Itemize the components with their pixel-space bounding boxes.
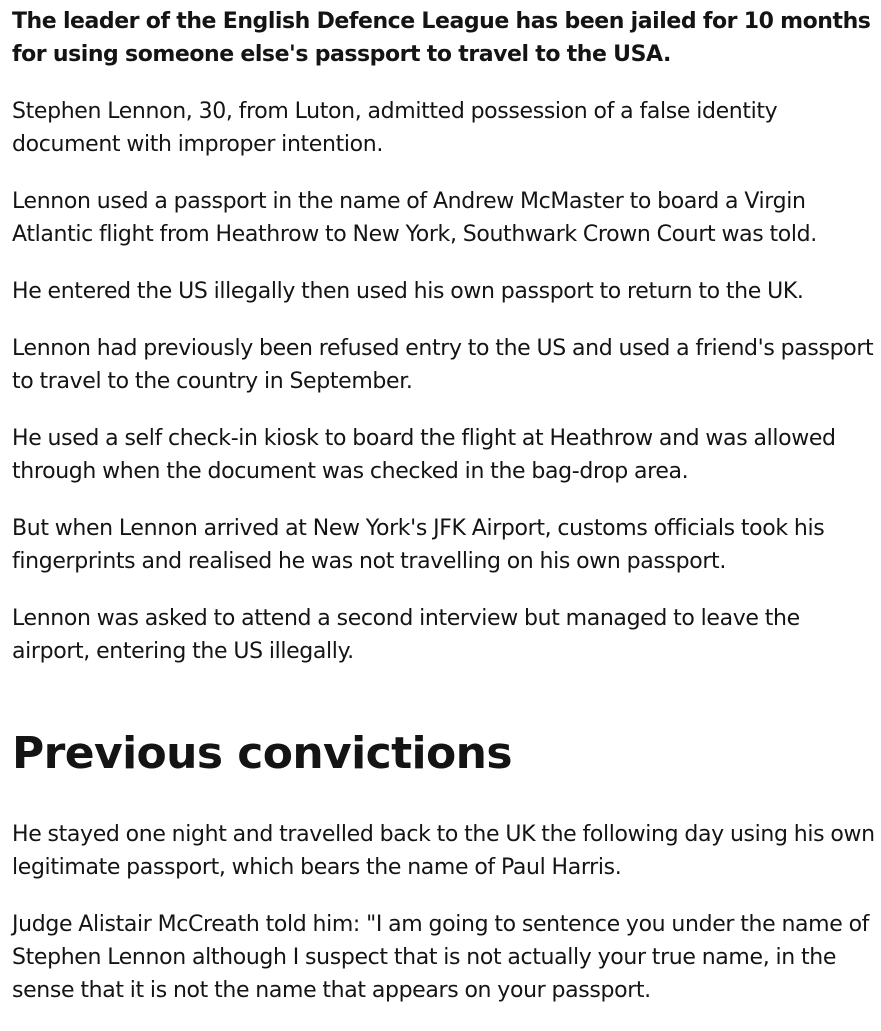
article-paragraph: He stayed one night and travelled back to the UK the following day using his own legitimate passport, which bears the name of Paul Harris. [12, 822, 875, 880]
article-paragraph: Lennon had previously been refused entry to the US and used a friend's passport to travel to the country in September. [12, 336, 874, 394]
article-paragraph: Judge Alistair McCreath told him: "I am going to sentence you under the name of Stephen Lennon although I suspect that is not actually your true name, in the sense that it is not the name that appears on your passport. [12, 912, 870, 1003]
article-paragraph: Stephen Lennon, 30, from Luton, admitted possession of a false identity document with improper intention. [12, 99, 778, 157]
article-paragraph: But when Lennon arrived at New York's JFK Airport, customs officials took his fingerprints and realised he was not travelling on his own passport. [12, 516, 825, 574]
article-paragraph: He entered the US illegally then used his own passport to return to the UK. [12, 279, 804, 304]
article-paragraph: He used a self check-in kiosk to board the flight at Heathrow and was allowed through when the document was checked in the bag-drop area. [12, 426, 836, 484]
article-body [12, 5, 878, 1031]
article-paragraph: Lennon used a passport in the name of Andrew McMaster to board a Virgin Atlantic flight from Heathrow to New York, Southwark Crown Court was told. [12, 189, 817, 247]
article-lead: The leader of the English Defence League has been jailed for 10 months for using someone else's passport to travel to the USA. [12, 9, 871, 67]
section-heading: Previous convictions [12, 728, 512, 779]
article-paragraph: Lennon was asked to attend a second interview but managed to leave the airport, entering the US illegally. [12, 606, 800, 664]
